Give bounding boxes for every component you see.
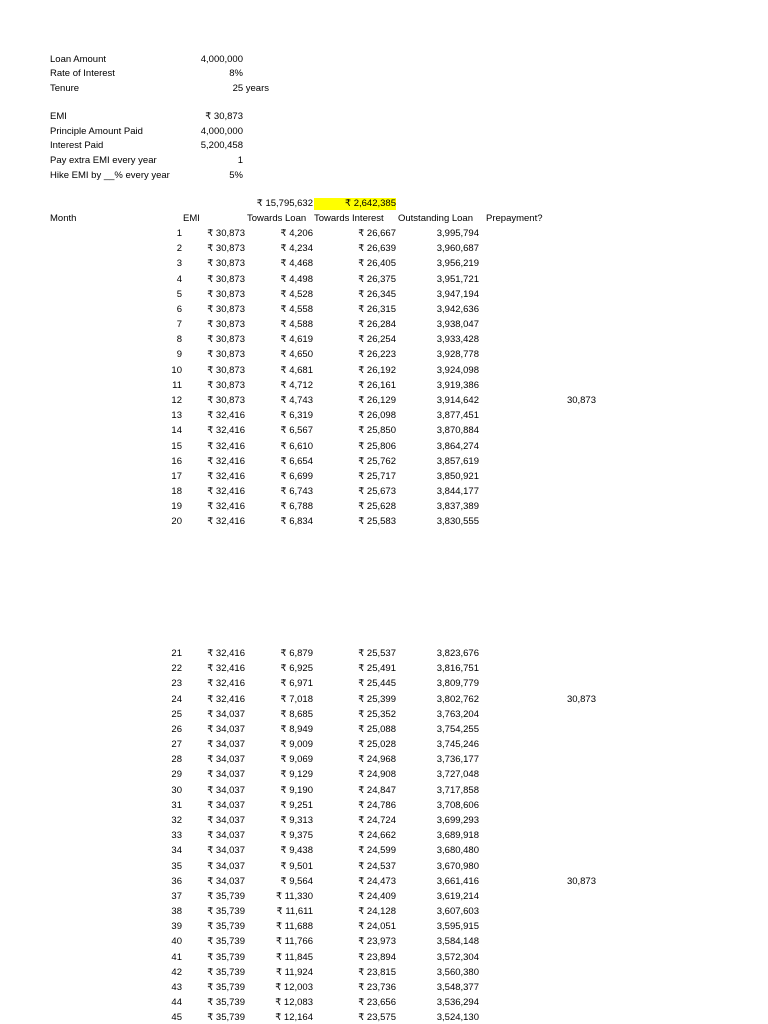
cell-outstanding: 3,933,428 xyxy=(436,334,479,346)
cell-emi: ₹ 30,873 xyxy=(207,288,245,300)
cell-month: 2 xyxy=(176,243,182,255)
cell-outstanding: 3,938,047 xyxy=(436,319,479,331)
cell-towards-interest: ₹ 25,762 xyxy=(358,455,396,467)
cell-emi: ₹ 32,416 xyxy=(207,486,245,498)
cell-towards-interest: ₹ 26,098 xyxy=(358,410,396,422)
principal-value: 4,000,000 xyxy=(200,126,243,137)
cell-outstanding: 3,560,380 xyxy=(436,966,479,978)
cell-emi: ₹ 35,739 xyxy=(207,951,245,963)
cell-emi: ₹ 30,873 xyxy=(207,258,245,270)
cell-month: 5 xyxy=(176,288,182,300)
header-prepayment: Prepayment? xyxy=(486,213,543,224)
header-towards-interest: Towards Interest xyxy=(314,213,384,224)
cell-outstanding: 3,857,619 xyxy=(436,455,479,467)
cell-towards-interest: ₹ 25,850 xyxy=(358,425,396,437)
cell-emi: ₹ 30,873 xyxy=(207,379,245,391)
cell-towards-interest: ₹ 26,315 xyxy=(358,303,396,315)
cell-towards-interest: ₹ 25,717 xyxy=(358,470,396,482)
tenure-label: Tenure xyxy=(50,83,80,94)
cell-outstanding: 3,877,451 xyxy=(436,410,479,422)
cell-towards-interest: ₹ 24,599 xyxy=(358,845,396,857)
cell-towards-interest: ₹ 24,968 xyxy=(358,754,396,766)
cell-towards-interest: ₹ 25,673 xyxy=(358,486,396,498)
cell-towards-loan: ₹ 4,498 xyxy=(280,273,313,285)
cell-outstanding: 3,919,386 xyxy=(436,379,479,391)
cell-towards-interest: ₹ 23,815 xyxy=(358,966,396,978)
cell-towards-loan: ₹ 9,190 xyxy=(280,784,313,796)
cell-towards-loan: ₹ 9,009 xyxy=(280,739,313,751)
cell-towards-interest: ₹ 26,667 xyxy=(358,228,396,239)
cell-towards-loan: ₹ 9,375 xyxy=(280,830,313,842)
cell-towards-loan: ₹ 6,879 xyxy=(280,648,313,659)
cell-towards-interest: ₹ 25,583 xyxy=(358,516,396,528)
cell-towards-loan: ₹ 4,558 xyxy=(280,303,313,315)
cell-emi: ₹ 34,037 xyxy=(207,860,245,872)
cell-outstanding: 3,708,606 xyxy=(436,799,479,811)
cell-towards-interest: ₹ 24,662 xyxy=(358,830,396,842)
cell-towards-loan: ₹ 12,164 xyxy=(275,1012,313,1024)
cell-towards-interest: ₹ 24,409 xyxy=(358,890,396,902)
cell-towards-interest: ₹ 23,656 xyxy=(358,997,396,1009)
cell-prepayment: 30,873 xyxy=(566,394,596,406)
cell-towards-interest: ₹ 26,345 xyxy=(358,288,396,300)
cell-emi: ₹ 32,416 xyxy=(207,470,245,482)
cell-prepayment: 30,873 xyxy=(566,693,596,705)
cell-outstanding: 3,689,918 xyxy=(436,830,479,842)
cell-towards-interest: ₹ 26,223 xyxy=(358,349,396,361)
cell-emi: ₹ 30,873 xyxy=(207,364,245,376)
cell-towards-loan: ₹ 11,924 xyxy=(275,966,313,978)
cell-month: 24 xyxy=(171,693,182,705)
cell-towards-loan: ₹ 6,925 xyxy=(280,663,313,675)
cell-month: 11 xyxy=(172,379,182,391)
cell-month: 27 xyxy=(171,739,182,751)
cell-emi: ₹ 30,873 xyxy=(207,303,245,315)
cell-towards-loan: ₹ 6,567 xyxy=(280,425,313,437)
cell-towards-interest: ₹ 25,088 xyxy=(358,723,396,735)
cell-month: 3 xyxy=(176,258,182,270)
cell-emi: ₹ 32,416 xyxy=(207,663,245,675)
loan-amount-value: 4,000,000 xyxy=(200,54,243,65)
cell-towards-loan: ₹ 12,083 xyxy=(275,997,313,1009)
cell-outstanding: 3,995,794 xyxy=(436,228,479,239)
cell-emi: ₹ 35,739 xyxy=(207,936,245,948)
cell-towards-interest: ₹ 25,537 xyxy=(358,648,396,659)
cell-towards-interest: ₹ 23,575 xyxy=(358,1012,396,1024)
cell-outstanding: 3,699,293 xyxy=(436,814,479,826)
cell-emi: ₹ 34,037 xyxy=(207,814,245,826)
cell-month: 17 xyxy=(171,470,182,482)
cell-emi: ₹ 35,739 xyxy=(207,981,245,993)
cell-outstanding: 3,548,377 xyxy=(436,981,479,993)
cell-month: 21 xyxy=(171,648,182,659)
cell-towards-interest: ₹ 26,192 xyxy=(358,364,396,376)
cell-month: 45 xyxy=(171,1012,182,1024)
cell-towards-interest: ₹ 25,806 xyxy=(358,440,396,452)
cell-emi: ₹ 30,873 xyxy=(207,273,245,285)
interest-paid-value: 5,200,458 xyxy=(200,140,243,151)
cell-outstanding: 3,914,642 xyxy=(436,394,479,406)
cell-month: 43 xyxy=(171,981,182,993)
cell-month: 31 xyxy=(171,799,182,811)
cell-emi: ₹ 32,416 xyxy=(207,425,245,437)
cell-outstanding: 3,870,884 xyxy=(436,425,479,437)
cell-month: 40 xyxy=(171,936,182,948)
cell-towards-interest: ₹ 24,786 xyxy=(358,799,396,811)
cell-prepayment: 30,873 xyxy=(566,875,596,887)
cell-towards-loan: ₹ 4,234 xyxy=(280,243,313,255)
cell-towards-loan: ₹ 11,766 xyxy=(275,936,313,948)
cell-towards-interest: ₹ 25,352 xyxy=(358,708,396,720)
cell-emi: ₹ 34,037 xyxy=(207,799,245,811)
interest-paid-label: Interest Paid xyxy=(50,140,104,151)
cell-towards-interest: ₹ 25,491 xyxy=(358,663,396,675)
cell-towards-loan: ₹ 4,650 xyxy=(280,349,313,361)
rate-label: Rate of Interest xyxy=(50,68,115,79)
cell-month: 20 xyxy=(171,516,182,528)
cell-outstanding: 3,942,636 xyxy=(436,303,479,315)
cell-emi: ₹ 32,416 xyxy=(207,516,245,528)
cell-month: 23 xyxy=(171,678,182,690)
cell-outstanding: 3,572,304 xyxy=(436,951,479,963)
cell-towards-loan: ₹ 9,564 xyxy=(280,875,313,887)
cell-towards-interest: ₹ 26,129 xyxy=(358,394,396,406)
cell-month: 34 xyxy=(171,845,182,857)
cell-outstanding: 3,837,389 xyxy=(436,501,479,513)
cell-month: 44 xyxy=(171,997,182,1009)
cell-towards-loan: ₹ 9,129 xyxy=(280,769,313,781)
cell-towards-loan: ₹ 9,501 xyxy=(280,860,313,872)
cell-towards-interest: ₹ 23,894 xyxy=(358,951,396,963)
cell-towards-interest: ₹ 26,375 xyxy=(358,273,396,285)
cell-outstanding: 3,951,721 xyxy=(436,273,479,285)
cell-outstanding: 3,947,194 xyxy=(436,288,479,300)
cell-outstanding: 3,619,214 xyxy=(436,890,479,902)
cell-outstanding: 3,754,255 xyxy=(436,723,479,735)
header-towards-loan: Towards Loan xyxy=(247,213,307,224)
cell-outstanding: 3,607,603 xyxy=(436,906,479,918)
cell-towards-loan: ₹ 9,069 xyxy=(280,754,313,766)
cell-month: 38 xyxy=(171,906,182,918)
principal-label: Principle Amount Paid xyxy=(50,126,143,137)
cell-towards-loan: ₹ 9,438 xyxy=(280,845,313,857)
cell-month: 30 xyxy=(171,784,182,796)
cell-month: 16 xyxy=(171,455,182,467)
cell-towards-interest: ₹ 25,028 xyxy=(358,739,396,751)
cell-towards-interest: ₹ 24,473 xyxy=(358,875,396,887)
cell-towards-interest: ₹ 23,736 xyxy=(358,981,396,993)
cell-outstanding: 3,823,676 xyxy=(436,648,479,659)
cell-month: 8 xyxy=(176,334,182,346)
cell-outstanding: 3,661,416 xyxy=(436,875,479,887)
cell-emi: ₹ 34,037 xyxy=(207,708,245,720)
cell-towards-loan: ₹ 4,619 xyxy=(280,334,313,346)
cell-towards-loan: ₹ 8,949 xyxy=(280,723,313,735)
cell-towards-loan: ₹ 8,685 xyxy=(280,708,313,720)
cell-month: 1 xyxy=(176,228,182,239)
cell-outstanding: 3,745,246 xyxy=(436,739,479,751)
cell-month: 15 xyxy=(171,440,182,452)
cell-emi: ₹ 34,037 xyxy=(207,739,245,751)
cell-towards-loan: ₹ 6,743 xyxy=(280,486,313,498)
cell-towards-interest: ₹ 24,724 xyxy=(358,814,396,826)
cell-towards-loan: ₹ 9,313 xyxy=(280,814,313,826)
cell-towards-interest: ₹ 23,973 xyxy=(358,936,396,948)
cell-month: 4 xyxy=(176,273,182,285)
cell-towards-loan: ₹ 4,206 xyxy=(280,228,313,239)
cell-outstanding: 3,524,130 xyxy=(436,1012,479,1024)
cell-emi: ₹ 35,739 xyxy=(207,890,245,902)
cell-month: 7 xyxy=(176,319,182,331)
cell-month: 19 xyxy=(171,501,182,513)
cell-emi: ₹ 30,873 xyxy=(207,243,245,255)
cell-outstanding: 3,584,148 xyxy=(436,936,479,948)
cell-towards-interest: ₹ 26,639 xyxy=(358,243,396,255)
cell-month: 6 xyxy=(176,303,182,315)
cell-towards-loan: ₹ 6,319 xyxy=(280,410,313,422)
cell-emi: ₹ 34,037 xyxy=(207,830,245,842)
cell-towards-loan: ₹ 4,743 xyxy=(280,394,313,406)
cell-month: 10 xyxy=(171,364,182,376)
cell-month: 28 xyxy=(171,754,182,766)
extra-emi-value: 1 xyxy=(237,155,243,166)
cell-month: 18 xyxy=(171,486,182,498)
total-towards-interest: ₹ 2,642,385 xyxy=(314,198,396,210)
cell-outstanding: 3,864,274 xyxy=(436,440,479,452)
cell-towards-loan: ₹ 9,251 xyxy=(280,799,313,811)
cell-towards-loan: ₹ 7,018 xyxy=(280,693,313,705)
cell-emi: ₹ 30,873 xyxy=(207,334,245,346)
cell-emi: ₹ 34,037 xyxy=(207,875,245,887)
cell-outstanding: 3,844,177 xyxy=(436,486,479,498)
hike-emi-value: 5% xyxy=(229,170,243,181)
header-outstanding-loan: Outstanding Loan xyxy=(398,213,474,224)
cell-towards-interest: ₹ 25,445 xyxy=(358,678,396,690)
header-month: Month xyxy=(50,213,77,224)
cell-outstanding: 3,736,177 xyxy=(436,754,479,766)
cell-towards-interest: ₹ 24,128 xyxy=(358,906,396,918)
cell-month: 25 xyxy=(171,708,182,720)
cell-outstanding: 3,670,980 xyxy=(436,860,479,872)
cell-emi: ₹ 35,739 xyxy=(207,921,245,933)
cell-month: 13 xyxy=(171,410,182,422)
tenure-value: 25 years xyxy=(232,83,269,94)
cell-emi: ₹ 35,739 xyxy=(207,1012,245,1024)
cell-month: 37 xyxy=(171,890,182,902)
cell-month: 39 xyxy=(171,921,182,933)
cell-towards-loan: ₹ 6,788 xyxy=(280,501,313,513)
cell-outstanding: 3,924,098 xyxy=(436,364,479,376)
cell-month: 14 xyxy=(171,425,182,437)
cell-emi: ₹ 35,739 xyxy=(207,966,245,978)
cell-outstanding: 3,717,858 xyxy=(436,784,479,796)
cell-outstanding: 3,680,480 xyxy=(436,845,479,857)
cell-towards-loan: ₹ 4,468 xyxy=(280,258,313,270)
cell-emi: ₹ 35,739 xyxy=(207,906,245,918)
cell-emi: ₹ 32,416 xyxy=(207,410,245,422)
cell-emi: ₹ 30,873 xyxy=(207,394,245,406)
header-emi: EMI xyxy=(183,213,200,224)
extra-emi-label: Pay extra EMI every year xyxy=(50,155,157,166)
cell-towards-interest: ₹ 26,284 xyxy=(358,319,396,331)
rate-value: 8% xyxy=(229,68,243,79)
cell-towards-interest: ₹ 26,161 xyxy=(358,379,396,391)
cell-towards-loan: ₹ 11,611 xyxy=(276,906,313,918)
cell-outstanding: 3,763,204 xyxy=(436,708,479,720)
cell-emi: ₹ 34,037 xyxy=(207,784,245,796)
emi-value: ₹ 30,873 xyxy=(205,111,243,122)
cell-emi: ₹ 30,873 xyxy=(207,228,245,239)
cell-month: 42 xyxy=(171,966,182,978)
cell-towards-loan: ₹ 11,688 xyxy=(275,921,313,933)
cell-towards-loan: ₹ 6,834 xyxy=(280,516,313,528)
cell-outstanding: 3,956,219 xyxy=(436,258,479,270)
cell-month: 26 xyxy=(171,723,182,735)
cell-towards-loan: ₹ 6,971 xyxy=(280,678,313,690)
cell-outstanding: 3,816,751 xyxy=(436,663,479,675)
cell-outstanding: 3,536,294 xyxy=(436,997,479,1009)
cell-towards-loan: ₹ 6,654 xyxy=(280,455,313,467)
cell-month: 29 xyxy=(171,769,182,781)
cell-towards-loan: ₹ 4,712 xyxy=(280,379,313,391)
cell-outstanding: 3,809,779 xyxy=(436,678,479,690)
cell-month: 35 xyxy=(171,860,182,872)
cell-emi: ₹ 34,037 xyxy=(207,845,245,857)
cell-emi: ₹ 32,416 xyxy=(207,648,245,659)
cell-month: 33 xyxy=(171,830,182,842)
cell-month: 32 xyxy=(171,814,182,826)
emi-label: EMI xyxy=(50,111,67,122)
cell-emi: ₹ 32,416 xyxy=(207,501,245,513)
cell-outstanding: 3,928,778 xyxy=(436,349,479,361)
cell-towards-loan: ₹ 6,610 xyxy=(280,440,313,452)
cell-towards-interest: ₹ 26,254 xyxy=(358,334,396,346)
cell-emi: ₹ 35,739 xyxy=(207,997,245,1009)
cell-emi: ₹ 30,873 xyxy=(207,349,245,361)
cell-emi: ₹ 34,037 xyxy=(207,754,245,766)
cell-month: 12 xyxy=(171,394,182,406)
hike-emi-label: Hike EMI by __% every year xyxy=(50,170,170,181)
cell-month: 9 xyxy=(176,349,182,361)
cell-emi: ₹ 34,037 xyxy=(207,769,245,781)
cell-towards-loan: ₹ 4,588 xyxy=(280,319,313,331)
cell-towards-loan: ₹ 4,681 xyxy=(280,364,313,376)
cell-towards-interest: ₹ 26,405 xyxy=(358,258,396,270)
cell-outstanding: 3,830,555 xyxy=(436,516,479,528)
cell-outstanding: 3,727,048 xyxy=(436,769,479,781)
cell-emi: ₹ 30,873 xyxy=(207,319,245,331)
cell-outstanding: 3,802,762 xyxy=(436,693,479,705)
cell-towards-loan: ₹ 11,330 xyxy=(275,890,313,902)
cell-month: 22 xyxy=(171,663,182,675)
cell-outstanding: 3,960,687 xyxy=(436,243,479,255)
cell-towards-interest: ₹ 24,537 xyxy=(358,860,396,872)
cell-emi: ₹ 32,416 xyxy=(207,455,245,467)
cell-outstanding: 3,595,915 xyxy=(436,921,479,933)
cell-emi: ₹ 32,416 xyxy=(207,440,245,452)
total-towards-loan: ₹ 15,795,632 xyxy=(256,198,313,209)
cell-emi: ₹ 32,416 xyxy=(207,693,245,705)
cell-emi: ₹ 32,416 xyxy=(207,678,245,690)
cell-towards-interest: ₹ 24,051 xyxy=(358,921,396,933)
cell-month: 41 xyxy=(171,951,182,963)
cell-towards-interest: ₹ 25,399 xyxy=(358,693,396,705)
cell-towards-interest: ₹ 25,628 xyxy=(358,501,396,513)
cell-towards-loan: ₹ 11,845 xyxy=(275,951,313,963)
cell-towards-loan: ₹ 12,003 xyxy=(275,981,313,993)
cell-towards-loan: ₹ 6,699 xyxy=(280,470,313,482)
cell-towards-loan: ₹ 4,528 xyxy=(280,288,313,300)
cell-towards-interest: ₹ 24,908 xyxy=(358,769,396,781)
loan-amount-label: Loan Amount xyxy=(50,54,106,65)
cell-outstanding: 3,850,921 xyxy=(436,470,479,482)
cell-emi: ₹ 34,037 xyxy=(207,723,245,735)
cell-towards-interest: ₹ 24,847 xyxy=(358,784,396,796)
cell-month: 36 xyxy=(171,875,182,887)
